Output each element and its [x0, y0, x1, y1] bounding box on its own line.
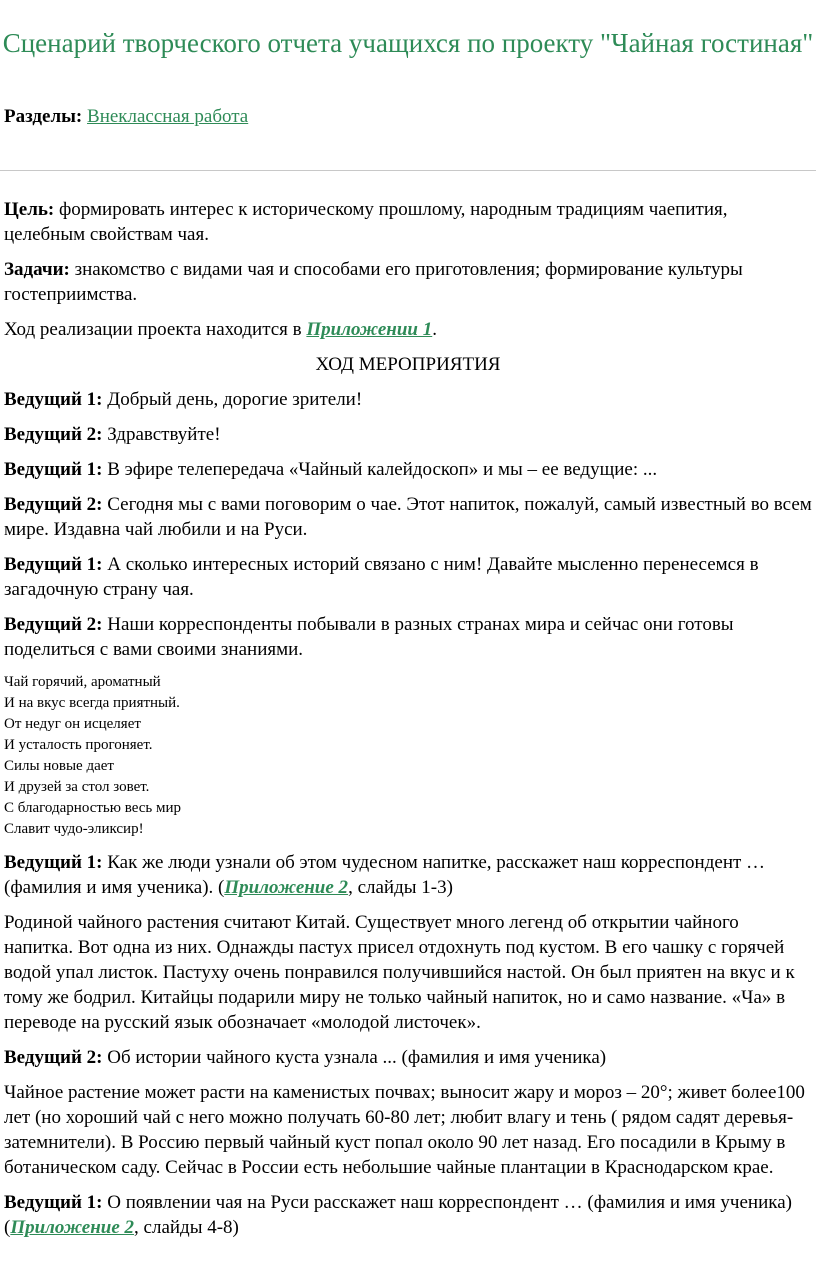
poem-line: И друзей за стол зовет. — [4, 779, 150, 795]
poem-line: С благодарностью весь мир — [4, 800, 181, 816]
plant-paragraph: Чайное растение может расти на каменистых почвах; выносит жару и мороз – 20°; живет более100 лет (но хороший чай с него можно получать 60-80 лет; любит влагу и тень ( рядом садят деревья-затемнители). В Россию первый чайный куст попал около 90 лет назад. Его посадили в Крыму в ботаническом саду. Сейчас в России есть небольшие чайные плантации в Краснодарском крае. — [4, 1082, 805, 1178]
speaker-label: Ведущий 2: — [4, 424, 103, 445]
sections-label: Разделы: — [4, 106, 83, 127]
implementation-text: Ход реализации проекта находится в — [4, 319, 307, 340]
slides-ref: , слайды 4-8) — [134, 1217, 239, 1238]
poem — [4, 672, 812, 840]
speaker-label: Ведущий 1: — [4, 389, 103, 410]
goal-text: формировать интерес к историческому прошлому, народным традициям чаепития, целебным свойствам чая. — [4, 199, 728, 245]
dialog-line — [4, 850, 812, 900]
poem-line: Силы новые дает — [4, 758, 114, 774]
speaker-label: Ведущий 1: — [4, 1192, 103, 1213]
speaker-text: Как же люди узнали об этом чудесном напитке, расскажет наш корреспондент … (фамилия и имя ученика). ( — [4, 852, 766, 898]
dialog-line — [4, 422, 812, 447]
speaker-text: А сколько интересных историй связано с ним! Давайте мысленно перенесемся в загадочную страну чая. — [4, 554, 759, 600]
implementation-end: . — [432, 319, 437, 340]
goal-paragraph — [4, 197, 812, 247]
page-title: Сценарий творческого отчета учащихся по проекту "Чайная гостиная" — [2, 28, 814, 58]
poem-line: И усталость прогоняет. — [4, 737, 153, 753]
poem-line: От недуг он исцеляет — [4, 716, 141, 732]
poem-line: И на вкус всегда приятный. — [4, 695, 180, 711]
speaker-label: Ведущий 1: — [4, 459, 103, 480]
slides-ref: , слайды 1-3) — [348, 877, 453, 898]
article-body — [4, 197, 812, 1250]
speaker-label: Ведущий 2: — [4, 1047, 103, 1068]
dialog-line — [4, 1045, 812, 1070]
dialog-line — [4, 552, 812, 602]
speaker-text: Об истории чайного куста узнала ... (фамилия и имя ученика) — [102, 1047, 607, 1068]
tasks-paragraph — [4, 257, 812, 307]
dialog-line — [4, 492, 812, 542]
speaker-label: Ведущий 1: — [4, 852, 103, 873]
goal-label: Цель: — [4, 199, 55, 220]
sections-line — [4, 104, 248, 129]
speaker-label: Ведущий 2: — [4, 494, 103, 515]
speaker-text: Наши корреспонденты побывали в разных странах мира и сейчас они готовы поделиться с вами своими знаниями. — [4, 614, 734, 660]
dialog-line — [4, 1190, 812, 1240]
speaker-label: Ведущий 1: — [4, 554, 103, 575]
dialog-line — [4, 612, 812, 662]
tasks-label: Задачи: — [4, 259, 70, 280]
appendix-2-link[interactable]: Приложение 2 — [10, 1217, 135, 1238]
speaker-text: Сегодня мы с вами поговорим о чае. Этот напиток, пожалуй, самый известный во всем мире. Издавна чай любили и на Руси. — [4, 494, 812, 540]
event-heading: ХОД МЕРОПРИЯТИЯ — [315, 354, 501, 375]
divider — [0, 170, 816, 171]
speaker-text: О появлении чая на Руси расскажет наш корреспондент … (фамилия и имя ученика) ( — [4, 1192, 792, 1238]
dialog-line — [4, 387, 812, 412]
speaker-label: Ведущий 2: — [4, 614, 103, 635]
poem-line: Чай горячий, ароматный — [4, 674, 161, 690]
appendix-1-link[interactable]: Приложении 1 — [306, 319, 433, 340]
speaker-text: Здравствуйте! — [102, 424, 221, 445]
dialog-line — [4, 457, 812, 482]
appendix-2-link[interactable]: Приложение 2 — [224, 877, 349, 898]
tasks-text: знакомство с видами чая и способами его приготовления; формирование культуры гостеприимства. — [4, 259, 743, 305]
china-paragraph: Родиной чайного растения считают Китай. Существует много легенд об открытии чайного напитка. Вот одна из них. Однажды пастух присел отдохнуть под кустом. В его чашку с горячей водой упал листок. Пастуху очень понравился получившийся настой. Он был приятен на вкус и к тому же бодрил. Китайцы подарили миру не только чайный напиток, но и само название. «Ча» в переводе на русский язык обозначает «молодой листочек». — [4, 912, 795, 1033]
section-link[interactable]: Внеклассная работа — [87, 106, 249, 127]
speaker-text: В эфире телепередача «Чайный калейдоскоп» и мы – ее ведущие: ... — [102, 459, 658, 480]
poem-line: Славит чудо-эликсир! — [4, 821, 144, 837]
speaker-text: Добрый день, дорогие зрители! — [102, 389, 363, 410]
implementation-paragraph — [4, 317, 812, 342]
